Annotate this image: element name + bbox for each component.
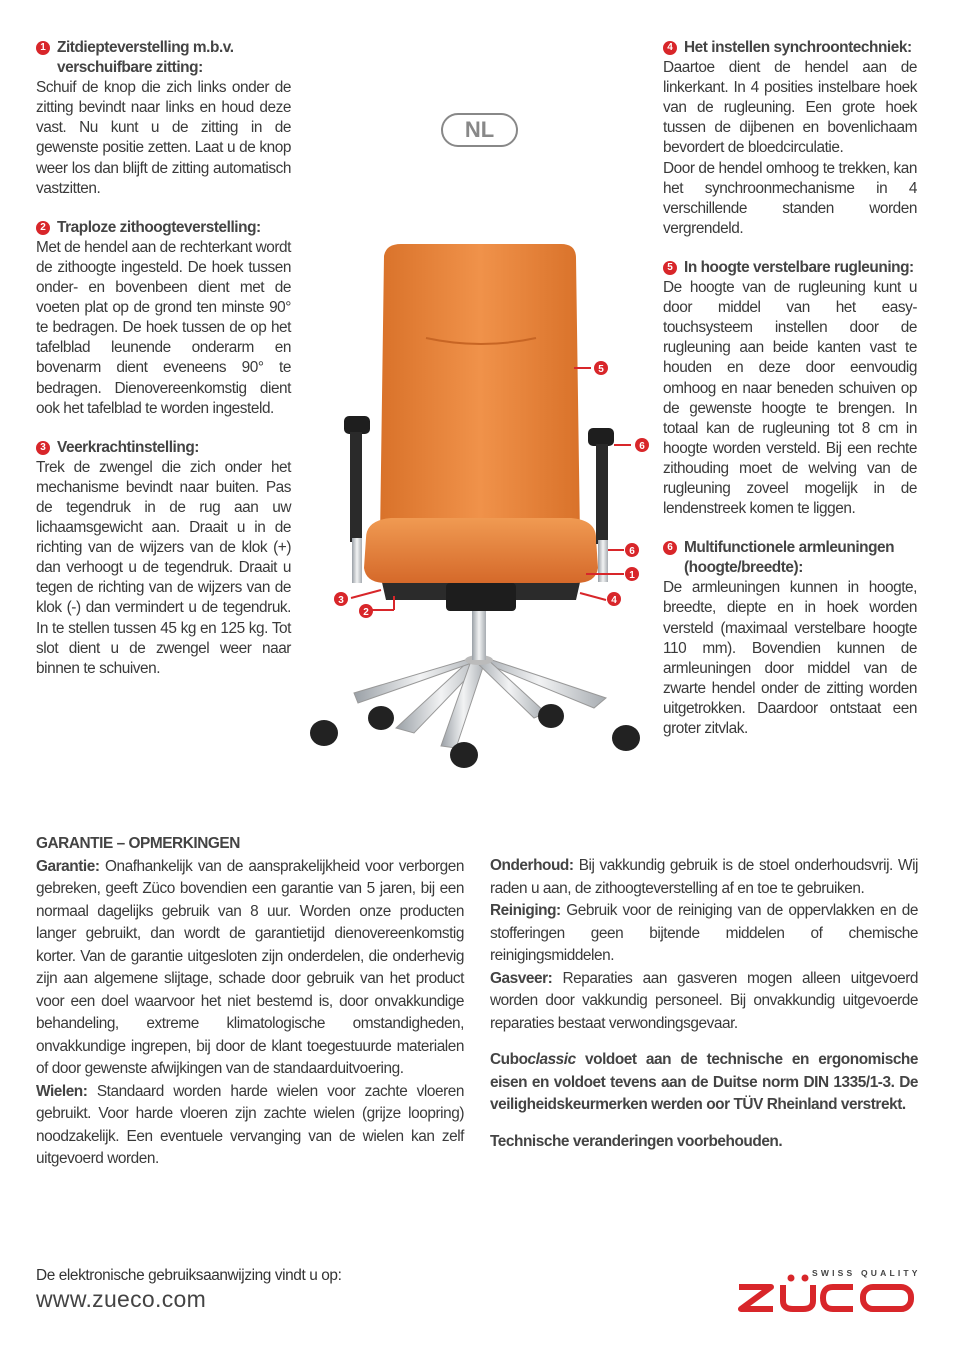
section-title: Zitdiepteverstelling m.b.v. verschuifbare zitting: xyxy=(57,39,234,77)
section-body: Daartoe dient de hendel aan de linkerkant. In 4 posities instelbare hoek van de rugleuning. Een grote hoek tussen de dijbenen en bovenlichaam bevordert de bloedcirculatie. xyxy=(663,59,917,157)
technical-reserved: Technische veranderingen voorbehouden. xyxy=(490,1132,783,1150)
step-number-2: 2 xyxy=(36,221,50,235)
section-synchro xyxy=(663,38,917,239)
section-backrest xyxy=(663,258,917,519)
guarantee-block xyxy=(36,833,464,1171)
gas-spring-label: Gasveer: xyxy=(490,969,553,987)
chair-backrest xyxy=(380,244,580,538)
wheels-paragraph xyxy=(36,1081,464,1171)
cubo-prefix: Cubo xyxy=(490,1051,528,1068)
step-number-5: 5 xyxy=(663,261,677,275)
norm-statement xyxy=(490,1049,918,1117)
step-number-3: 3 xyxy=(36,441,50,455)
wheels-text: Standaard worden harde wielen voor zachte vloeren gebruikt. Voor harde vloeren zijn zachte wielen (grijze loopring) noodzakelijk. Een eventuele vervanging van de wielen kan zelf uitgevoerd worden. xyxy=(36,1082,465,1167)
callout-5: 5 xyxy=(598,364,604,375)
step-number-6: 6 xyxy=(663,541,677,555)
section-title: Traploze zithoogteverstelling: xyxy=(57,218,261,236)
section-armrests xyxy=(663,538,917,739)
callout-6b: 6 xyxy=(629,546,635,557)
section-body: De armleuningen kunnen in hoogte, breedte, diepte en in hoek worden versteld (maximaal verstelbare hoogte 110 mm). Bovendien kunnen de armleuningen door middel van de zwarte hendel onder de zitting worden uitgetrokken. Daardoor ontstaat een groter zitvlak. xyxy=(663,579,917,737)
section-body: De hoogte van de rugleuning kunt u door middel van het easy-touchsysteem instellen door de rugleuning aan beide kanten vast te houden en deze door eenvoudig omhoog en naar beneden schuiven op de gewenste hoogte te brengen. In totaal kan de rugleuning tot 8 cm in hoogte worden versteld. Bij een rechte zithouding moet de welving van de rugleuning zoveel mogelijk in de lendenstreek komen te liggen. xyxy=(663,279,917,518)
section-title: Het instellen synchroontechniek: xyxy=(684,39,912,56)
norm-text: voldoet aan de technische en ergonomische eisen en voldoet tevens aan de Duitse norm DIN 1335/1-3. De veiligheidskeurmerken werden oor TÜV Rheinland verstrekt. xyxy=(490,1051,918,1113)
guarantee-text: Onafhankelijk van de aansprakelijkheid voor verborgen gebreken, geeft Züco bovendien een garantie van 5 jaren, bij een normaal dagelijks gebruik van 8 uur. Worden onze producten langer gebruikt, dan wordt de garantietijd dienovereenkomstig korter. Van de garantie uitgesloten zijn onderdelen, die onderhevig zijn aan algemene slijtage, schade door gebruik van het product voor een doel waarvoor het niet bestemd is, door onvakkundige behandeling, extreme klimatologische omstandigheden, onvakkundige ingrepen, bij door de klant toegestuurde materialen of door gewenste afwijkingen van de standaarduitvoering. xyxy=(36,857,464,1077)
right-column xyxy=(663,38,917,758)
callout-6: 6 xyxy=(639,441,645,452)
cleaning-text: Gebruik voor de reiniging van de oppervlakken en de stofferingen geen bijtende middelen of chemische reinigingsmiddelen. xyxy=(490,902,918,964)
section-body: Schuif de knop die zich links onder de zitting bevindt naar links en houd deze vast. Nu kunt u de zitting in de gewenste positie zetten. Laat u de knop weer los dan blijft de zitting automatisch vastzitten. xyxy=(36,79,291,197)
section-body: Trek de zwengel die zich onder het mechanisme bevindt naar buiten. Pas de tegendruk in de rug aan uw lichaamsgewicht aan. Draait u in de richting van de wijzers van de klok (+) dan verhoogt u de tegendruk. Draait u tegen de richting van de wijzers van de klok (-) dan vermindert u de tegendruk. In te stellen tussen 45 kg en 125 kg. Tot slot dient u de zwengel weer naar binnen te schuiven. xyxy=(36,458,291,677)
section-title: Multifunctionele armleuningen (hoogte/breedte): xyxy=(684,539,895,577)
chair-illustration xyxy=(296,238,660,790)
gas-spring-text: Reparaties aan gasveren mogen alleen uitgevoerd worden door vakkundig personeel. Bij onvakkundig uitgevoerde reparaties bestaat verwondingsgevaar. xyxy=(490,969,918,1032)
chair-base xyxy=(354,598,606,748)
cubo-italic: classic xyxy=(527,1051,576,1068)
language-badge: NL xyxy=(441,113,518,147)
section-seat-depth xyxy=(36,38,291,199)
cleaning-label: Reiniging: xyxy=(490,902,561,919)
cleaning-paragraph xyxy=(490,900,918,968)
section-tension xyxy=(36,438,291,679)
section-seat-height xyxy=(36,218,291,419)
callout-1: 1 xyxy=(629,570,635,581)
maintenance-block xyxy=(490,855,918,1153)
step-number-4: 4 xyxy=(663,41,677,55)
callout-2: 2 xyxy=(363,607,369,618)
maintenance-paragraph xyxy=(490,855,918,900)
maintenance-label: Onderhoud: xyxy=(490,857,574,874)
left-column xyxy=(36,38,291,698)
gas-spring-paragraph xyxy=(490,968,918,1036)
section-body-2: Door de hendel omhoog te trekken, kan het synchroonmechanisme in 4 verschillende standen worden vergrendeld. xyxy=(663,159,917,237)
section-title: Veerkrachtinstelling: xyxy=(57,438,199,456)
chair-casters xyxy=(310,704,640,768)
section-title: In hoogte verstelbare rugleuning: xyxy=(684,258,914,276)
footer-note: De elektronische gebruiksaanwijzing vindt u op: xyxy=(36,1267,342,1284)
chair-seat xyxy=(364,518,598,583)
callout-3: 3 xyxy=(338,595,344,606)
callout-4: 4 xyxy=(611,595,617,606)
website-link[interactable]: www.zueco.com xyxy=(36,1286,207,1312)
guarantee-paragraph xyxy=(36,856,464,1081)
section-body: Met de hendel aan de rechterkant wordt de zithoogte ingesteld. De hoek tussen onder- en bovenbeen dient met de voeten plat op de grond ten minste 90° te bedragen. De hoek tussen de op het tafelblad leunende onderarm en bovenarm dient eveneens 90° te bedragen. Dienovereenkomstig dient ook het tafelblad te worden ingesteld. xyxy=(36,238,291,417)
zueco-logo xyxy=(735,1265,918,1315)
step-number-1: 1 xyxy=(36,41,50,55)
maintenance-text: Bij vakkundig gebruik is de stoel onderhoudsvrij. Wij raden u aan, de zithoogteverstelling af en toe te gebruiken. xyxy=(490,857,919,897)
guarantee-label: Garantie: xyxy=(36,857,100,875)
wheels-label: Wielen: xyxy=(36,1082,88,1100)
guarantee-heading: GARANTIE – OPMERKINGEN xyxy=(36,835,240,852)
logo-tagline: SWISS QUALITY xyxy=(812,1268,921,1278)
